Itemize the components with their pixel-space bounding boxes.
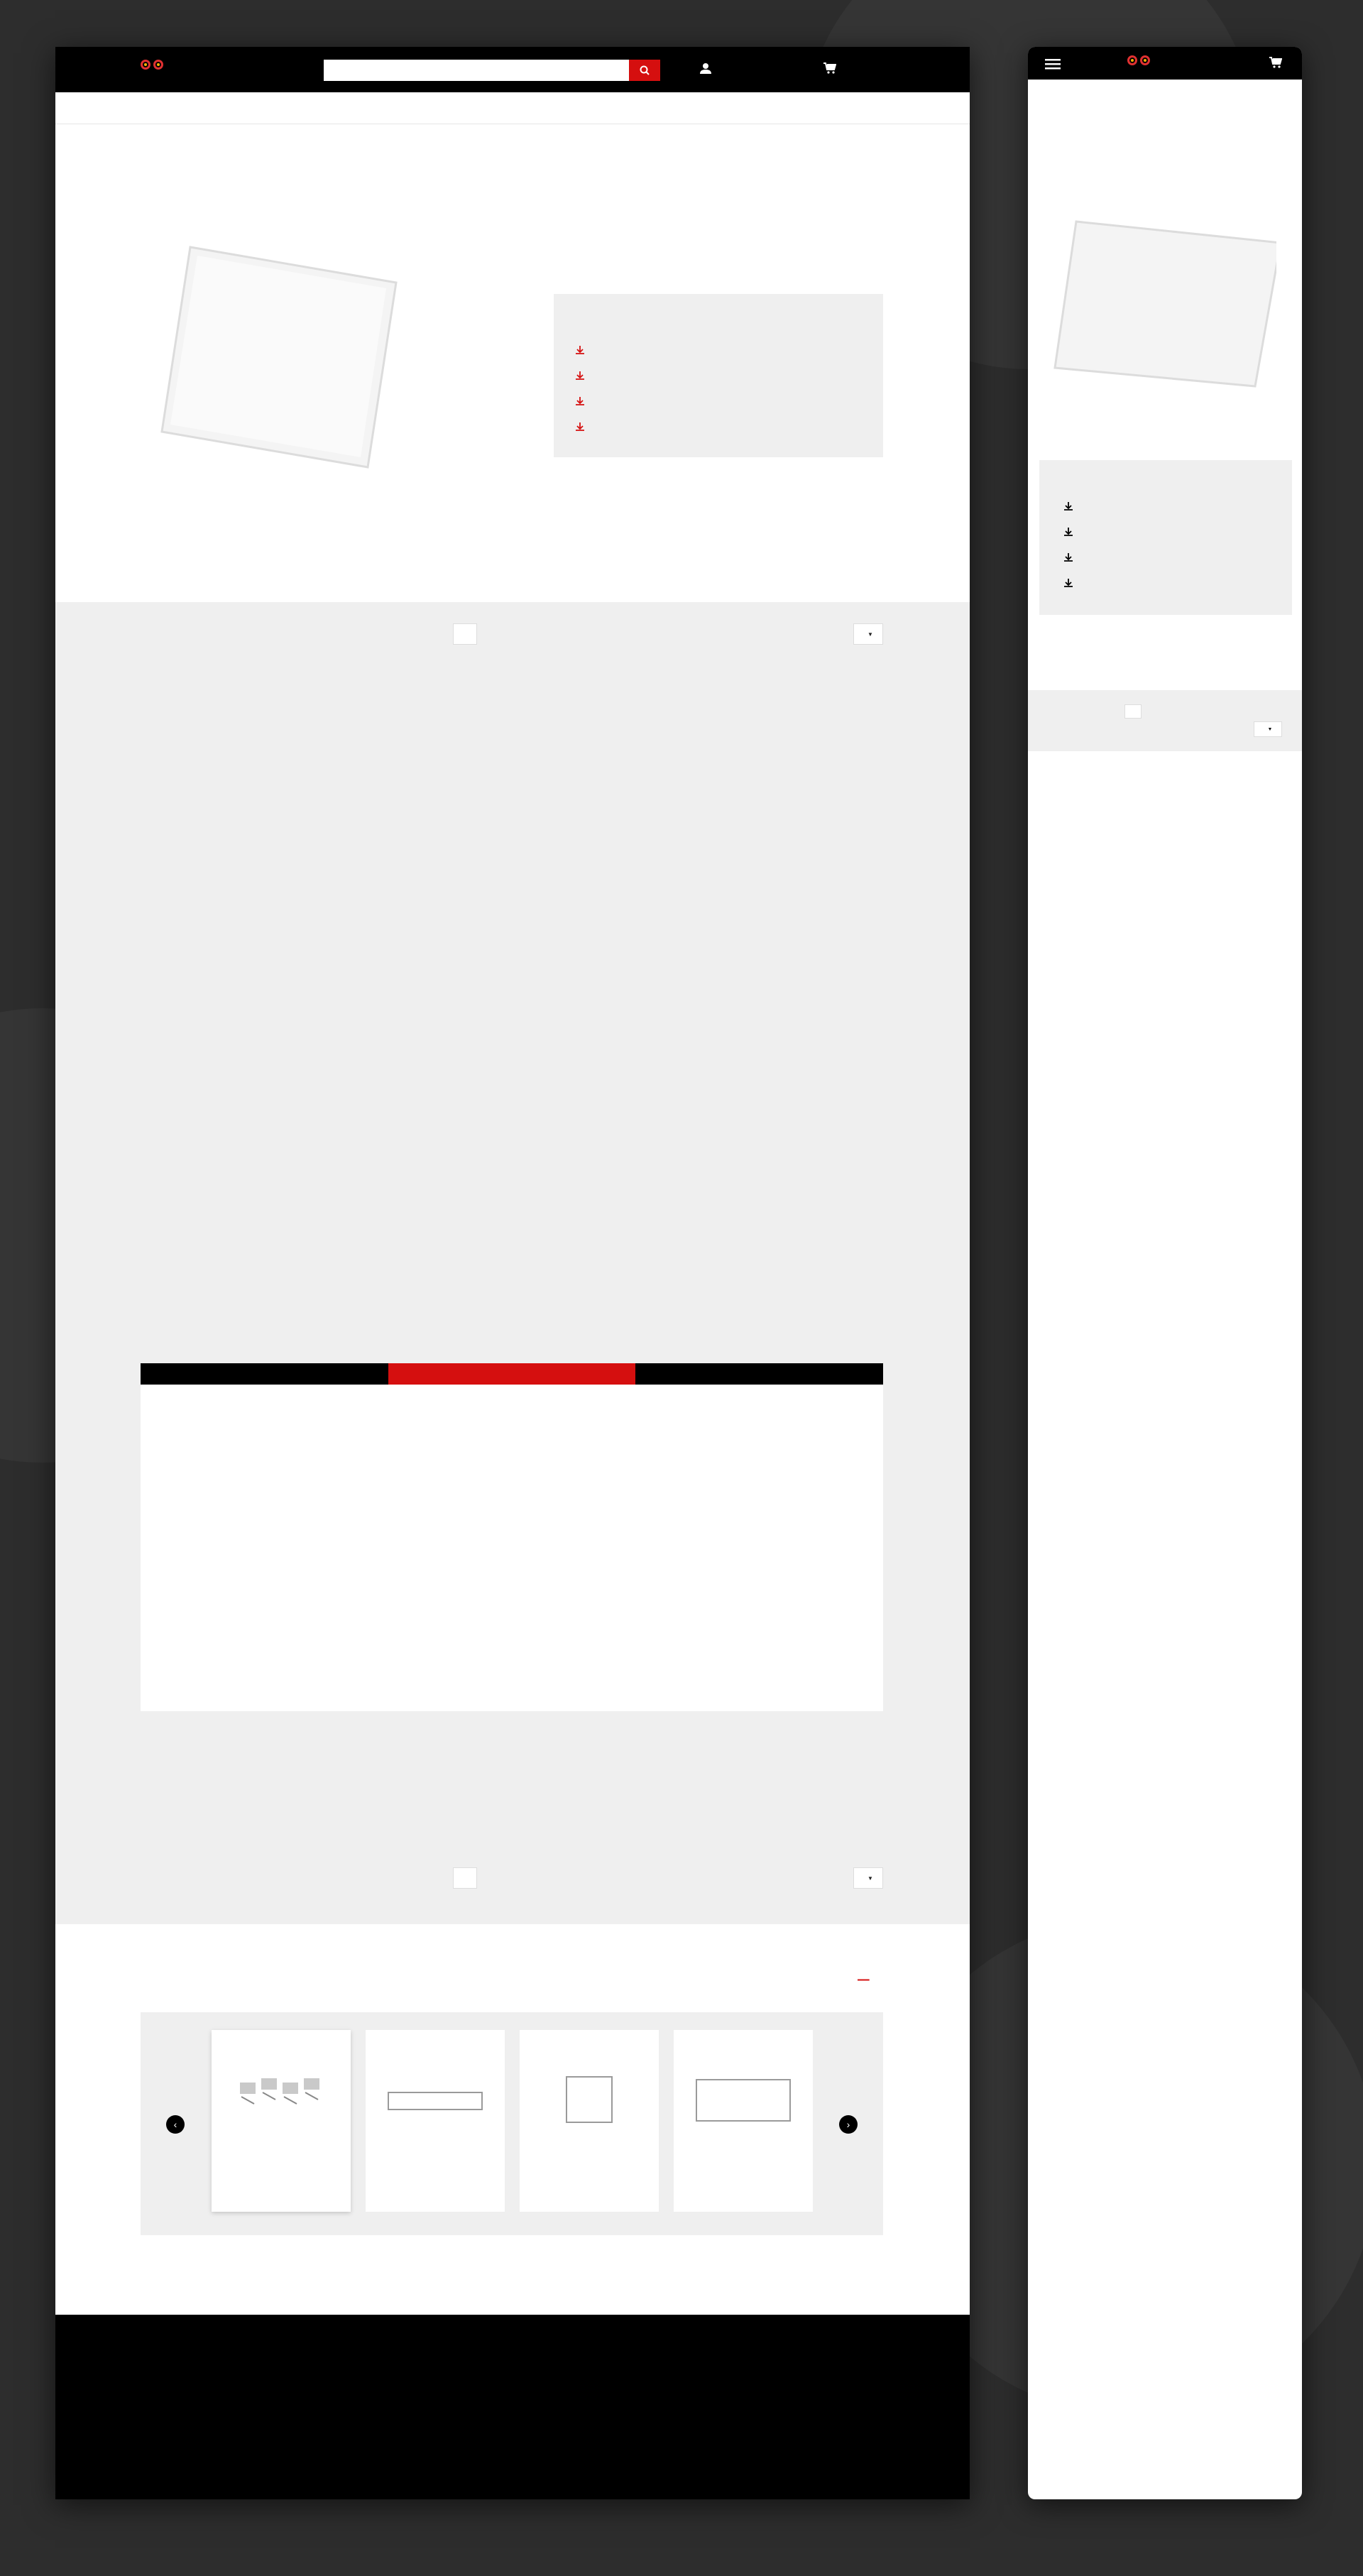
tab-imagenes[interactable] [635,1363,883,1385]
page-input[interactable] [453,623,477,645]
mobile-page [1028,47,1302,2499]
product-image [155,233,403,474]
cart-icon[interactable] [1269,57,1282,68]
accessory-image [385,2087,485,2115]
download-icon [575,422,585,432]
search-input[interactable] [324,60,629,81]
search-button[interactable] [629,60,660,81]
download-link[interactable] [1063,527,1083,537]
account-link[interactable] [700,62,717,74]
product-tabs [141,1363,883,1385]
product-image [1042,212,1276,396]
accessory-card[interactable] [212,2030,351,2212]
download-link[interactable] [575,396,595,406]
mobile-pagination-bar [1028,690,1302,751]
tab-informacion[interactable] [141,1363,388,1385]
footer [55,2315,970,2499]
breadcrumb [148,105,160,115]
accessory-image [694,2075,793,2125]
accessory-card[interactable] [674,2030,813,2212]
cart-icon [823,62,836,74]
brand-logo[interactable] [1127,55,1156,65]
search-icon [640,65,650,75]
download-icon [575,396,585,406]
page-input[interactable] [453,1867,477,1889]
brand-logo[interactable] [141,60,170,70]
per-page-select[interactable]: ▼ [853,1867,883,1889]
cart-link[interactable] [823,62,842,74]
download-link[interactable] [575,422,595,432]
menu-icon[interactable] [1045,58,1061,70]
pagination-top [141,623,883,645]
product-family-section [55,602,970,1924]
owl-eye-icon [1127,55,1137,65]
tab-descargas[interactable] [388,1363,636,1385]
download-icon [575,345,585,355]
accessory-card[interactable] [366,2030,505,2212]
collapse-icon[interactable]: – [858,1967,870,1990]
user-icon [700,62,711,74]
popular-downloads-box [1039,460,1292,615]
download-link[interactable] [1063,552,1083,562]
download-icon [1063,527,1073,537]
mobile-pagination [1124,704,1153,719]
download-link[interactable] [575,371,595,381]
accessory-image [562,2073,616,2127]
per-page-select[interactable]: ▼ [853,623,883,645]
owl-eye-icon [153,60,163,70]
carousel-next-button[interactable]: › [839,2115,858,2134]
desktop-page [55,47,970,2499]
popular-downloads-box [554,294,883,457]
download-icon [575,371,585,381]
downloads-panel [141,1385,883,1711]
pagination-bottom [141,1867,883,1889]
download-link[interactable] [575,345,595,355]
download-icon [1063,501,1073,511]
download-link[interactable] [1063,501,1083,511]
owl-eye-icon [1140,55,1150,65]
per-page-select[interactable]: ▼ [1254,721,1282,737]
download-icon [1063,552,1073,562]
accessories-carousel [141,2012,883,2235]
download-link[interactable] [1063,578,1083,588]
carousel-prev-button[interactable]: ‹ [166,2115,185,2134]
header-bar [55,47,970,92]
accessory-image [237,2073,325,2115]
mobile-header [1028,47,1302,80]
page-input[interactable] [1124,704,1142,719]
download-icon [1063,578,1073,588]
owl-eye-icon [141,60,150,70]
accessory-card[interactable] [520,2030,659,2212]
